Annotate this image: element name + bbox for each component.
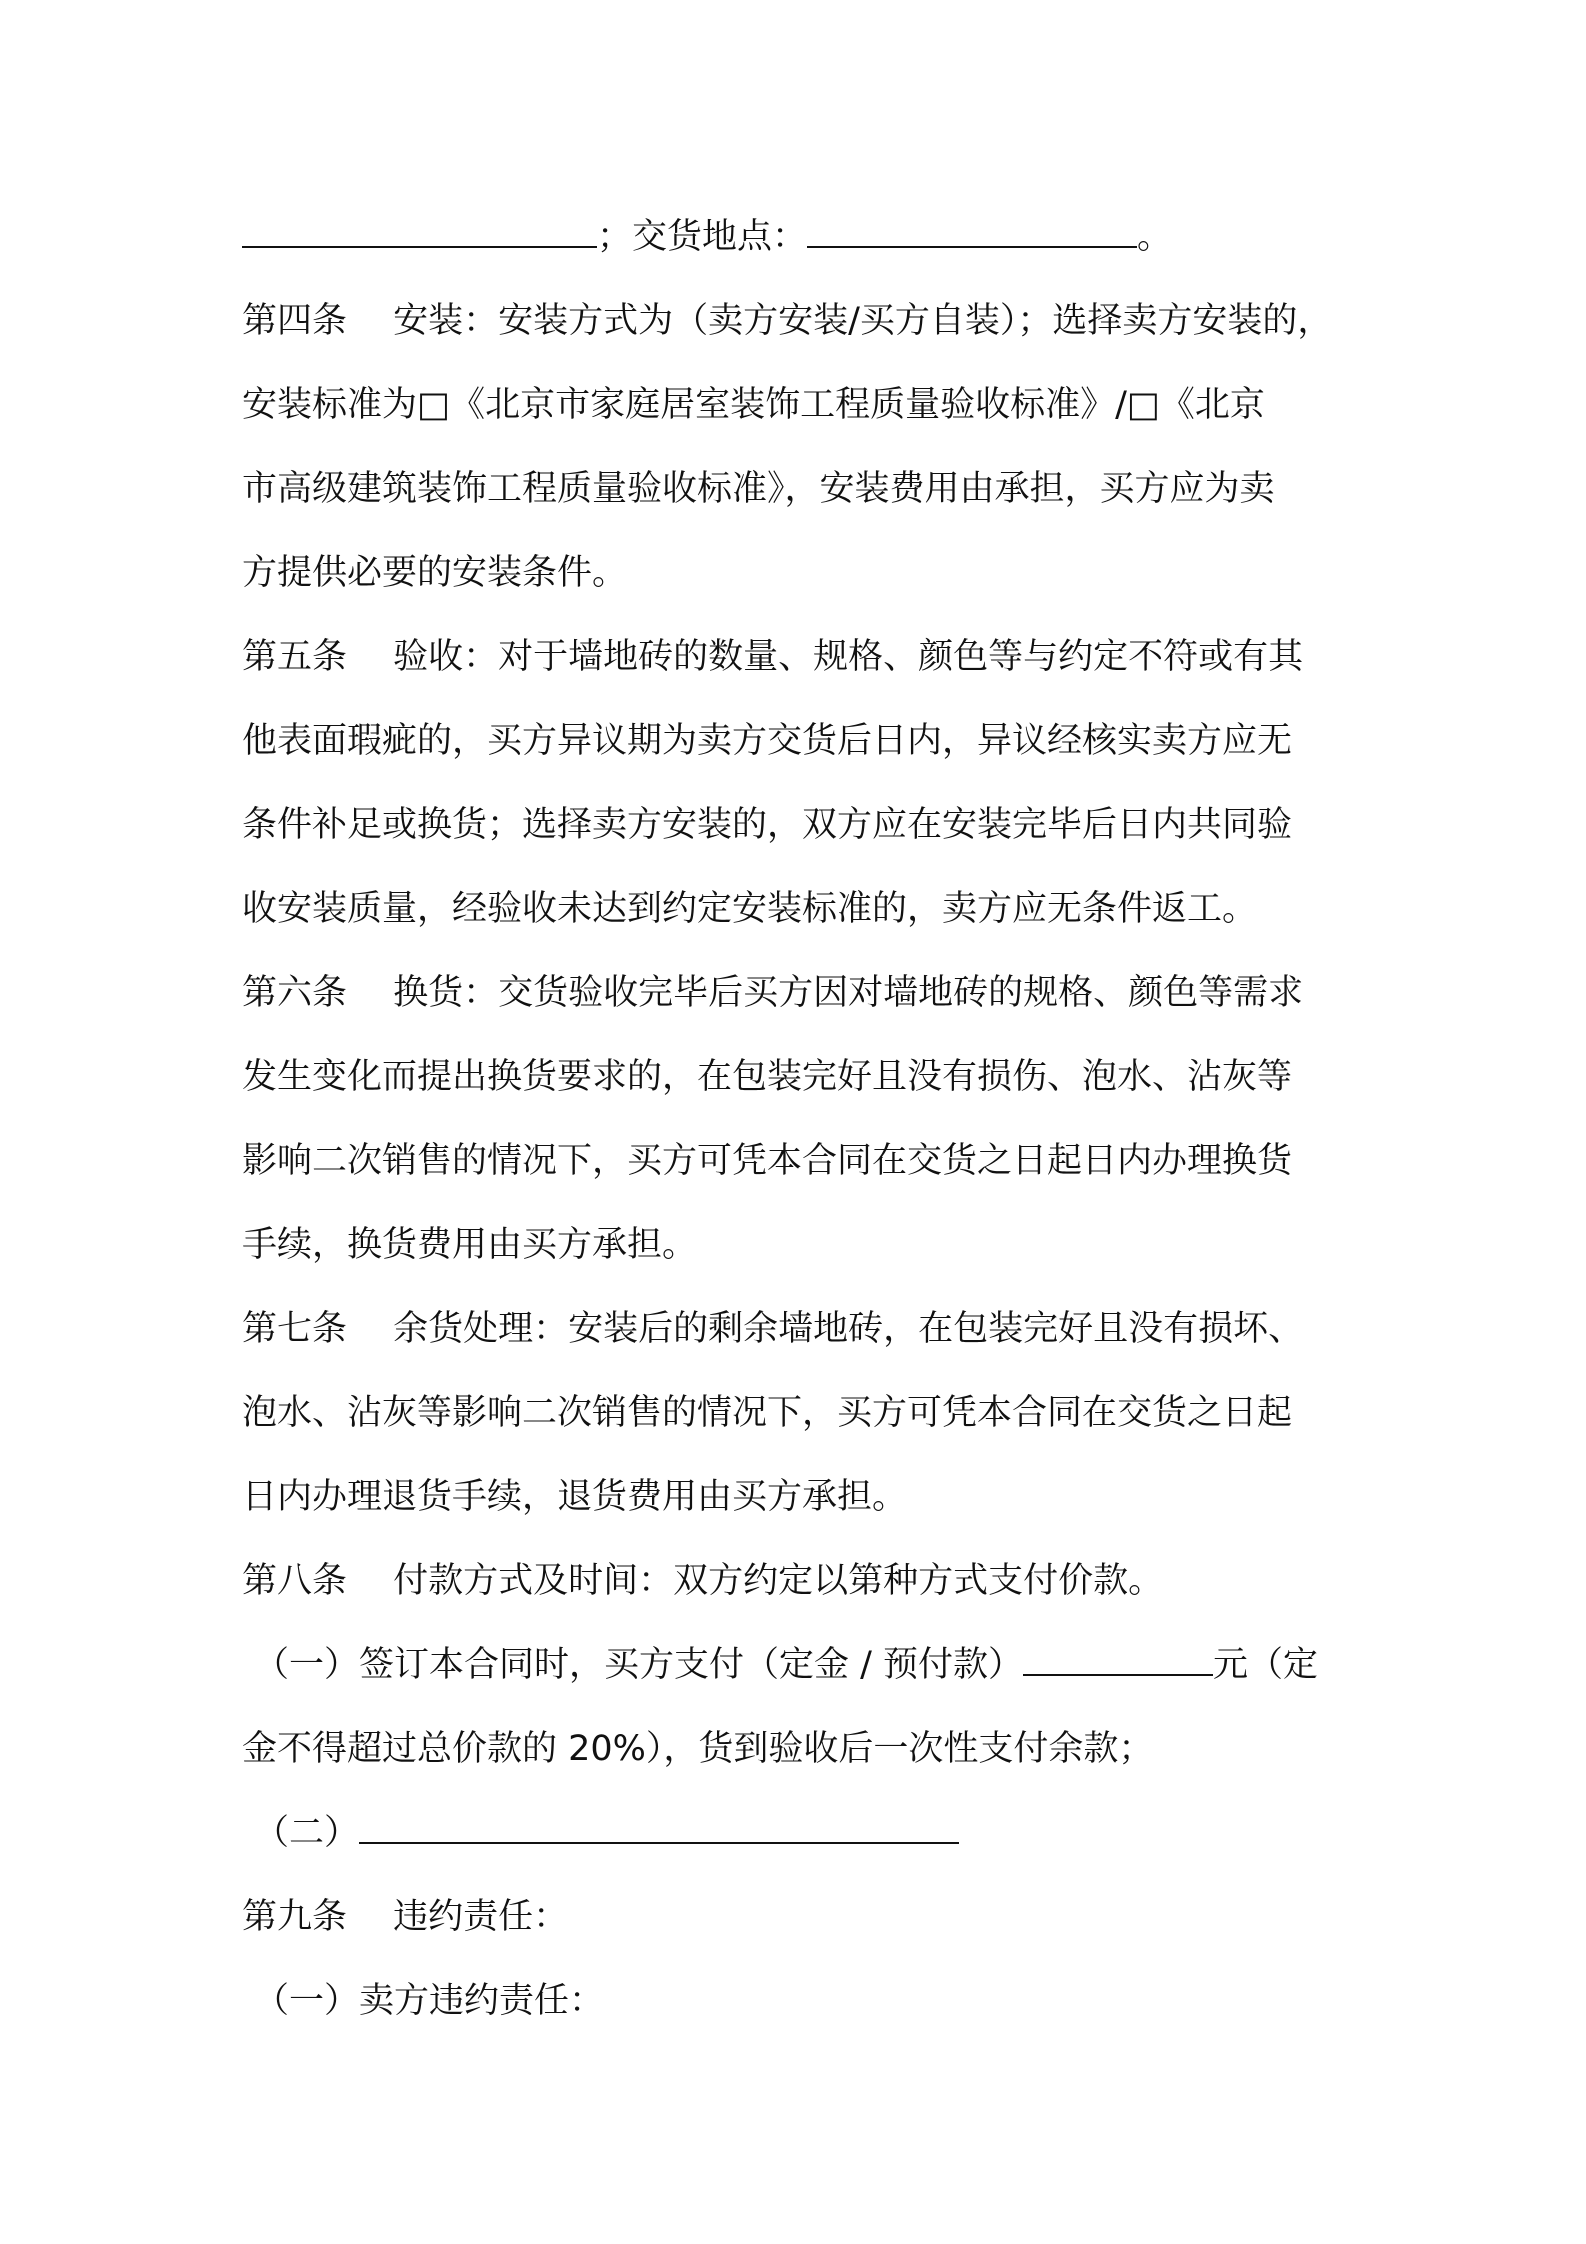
payment-item-2-line: （二） — [242, 1791, 1362, 1875]
article-5-line-1: 第五条 验收：对于墙地砖的数量、规格、颜色等与约定不符或有其 — [242, 637, 1304, 677]
article-9-line: 第九条 违约责任： — [242, 1897, 569, 1937]
article-4-line-2: 安装标准为□《北京市家庭居室装饰工程质量验收标准》/□《北京 — [242, 385, 1265, 425]
article-6-line-3: 影响二次销售的情况下，买方可凭本合同在交货之日起日内办理换货 — [242, 1141, 1293, 1181]
article-8-line-1: 第八条 付款方式及时间：双方约定以第种方式支付价款。 — [242, 1561, 1164, 1601]
article-7-line-2: 泡水、沾灰等影响二次销售的情况下，买方可凭本合同在交货之日起 — [242, 1393, 1293, 1433]
article-7-line-1: 第七条 余货处理：安装后的剩余墙地砖，在包装完好且没有损坏、 — [242, 1309, 1304, 1349]
payment-item-1-line-1: （一）签订本合同时，买方支付（定金 / 预付款） 元（定 — [254, 1645, 1319, 1685]
amount-blank[interactable] — [1023, 1644, 1213, 1676]
payment-method-blank[interactable] — [359, 1812, 959, 1844]
article-5-line-2: 他表面瑕疵的，买方异议期为卖方交货后日内，异议经核实卖方应无 — [242, 721, 1293, 761]
blank-field[interactable] — [242, 216, 597, 248]
article-5-line-3: 条件补足或换货；选择卖方安装的，双方应在安装完毕后日内共同验 — [242, 805, 1293, 845]
seller-liability-heading: （一）卖方违约责任： — [254, 1981, 605, 2021]
contract-body — [242, 195, 1362, 2043]
article-6-line-4: 手续，换货费用由买方承担。 — [242, 1225, 698, 1265]
article-4-line-3: 市高级建筑装饰工程质量验收标准》，安装费用由承担，买方应为卖 — [242, 469, 1275, 509]
delivery-line: ；交货地点： 。 — [242, 195, 1362, 279]
article-4-line-4: 方提供必要的安装条件。 — [242, 553, 628, 593]
article-7-line-3: 日内办理退货手续，退货费用由买方承担。 — [242, 1477, 908, 1517]
article-5-line-4: 收安装质量，经验收未达到约定安装标准的，卖方应无条件返工。 — [242, 889, 1258, 929]
article-6-line-2: 发生变化而提出换货要求的，在包装完好且没有损伤、泡水、沾灰等 — [242, 1057, 1293, 1097]
article-4-line-1: 第四条 安装：安装方式为（卖方安装/买方自装）；选择卖方安装的， — [242, 301, 1333, 341]
article-6-line-1: 第六条 换货：交货验收完毕后买方因对墙地砖的规格、颜色等需求 — [242, 973, 1304, 1013]
payment-item-1-line-2: 金不得超过总价款的 20%），货到验收后一次性支付余款； — [242, 1729, 1154, 1769]
delivery-location-blank[interactable] — [807, 216, 1137, 248]
